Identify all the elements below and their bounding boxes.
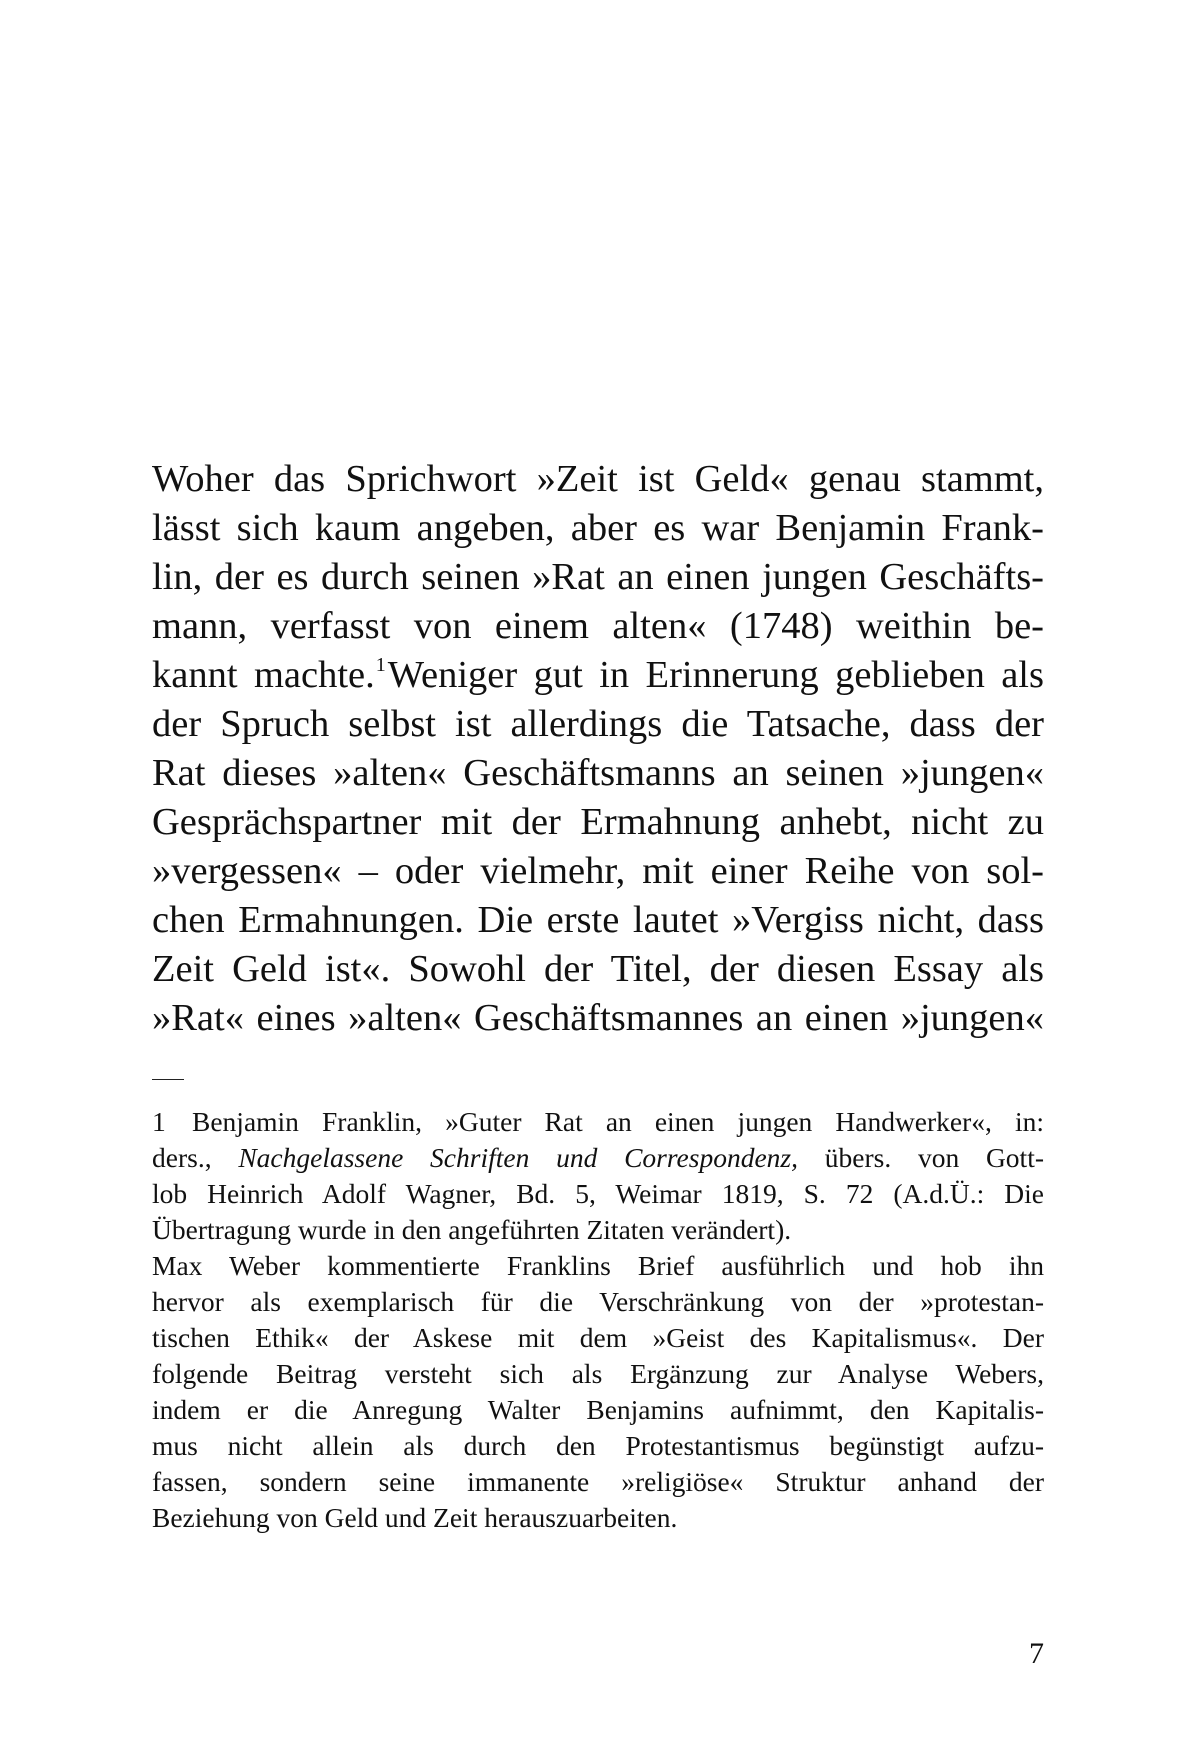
footnote-line: Übertragung wurde in den angeführten Zitaten verändert). xyxy=(152,1214,792,1245)
footnote-separator xyxy=(152,1079,184,1080)
text-line: »vergessen« – oder vielmehr, mit einer Reihe von sol- xyxy=(152,850,1044,892)
footnote-text: Benjamin Franklin, »Guter Rat an einen jungen Handwerker«, in: xyxy=(192,1106,1044,1137)
text-line: Gesprächspartner mit der Ermahnung anhebt, nicht zu xyxy=(152,801,1044,843)
footnote-line: Beziehung von Geld und Zeit herauszuarbeiten. xyxy=(152,1502,678,1533)
text-line: lässt sich kaum angeben, aber es war Benjamin Frank- xyxy=(152,507,1044,549)
text-line: Zeit Geld ist«. Sowohl der Titel, der diesen Essay als xyxy=(152,948,1044,990)
footnote-text: ders., xyxy=(152,1142,239,1173)
footnote-line: hervor als exemplarisch für die Verschränkung von der »protestan- xyxy=(152,1286,1044,1317)
footnote-line xyxy=(152,1140,1044,1176)
footnote-line: folgende Beitrag versteht sich als Ergänzung zur Analyse Webers, xyxy=(152,1358,1044,1389)
footnote-text: übers. von Gott- xyxy=(798,1142,1044,1173)
footnote-reference[interactable]: 1 xyxy=(375,654,386,676)
text-segment: kannt machte. xyxy=(152,654,375,696)
footnote-line: Max Weber kommentierte Franklins Brief ausführlich und hob ihn xyxy=(152,1250,1044,1281)
text-line: der Spruch selbst ist allerdings die Tatsache, dass der xyxy=(152,703,1044,745)
text-segment: Weniger gut in Erinnerung geblieben als xyxy=(387,654,1044,696)
footnote-number: 1 xyxy=(152,1106,166,1137)
footnote-line: tischen Ethik« der Askese mit dem »Geist des Kapitalismus«. Der xyxy=(152,1322,1044,1353)
footnote-line xyxy=(152,1104,1044,1140)
text-line: Rat dieses »alten« Geschäftsmanns an seinen »jungen« xyxy=(152,752,1044,794)
page-number: 7 xyxy=(1029,1637,1044,1670)
text-line: lin, der es durch seinen »Rat an einen jungen Geschäfts- xyxy=(152,556,1044,598)
footnote xyxy=(152,1104,1044,1536)
text-line: »Rat« eines »alten« Geschäftsmannes an einen »jungen« xyxy=(152,997,1044,1039)
text-line: chen Ermahnungen. Die erste lautet »Vergiss nicht, dass xyxy=(152,899,1044,941)
footnote-line: mus nicht allein als durch den Protestantismus begünstigt aufzu- xyxy=(152,1430,1044,1461)
footnote-line: fassen, sondern seine immanente »religiöse« Struktur anhand der xyxy=(152,1466,1044,1497)
main-paragraph xyxy=(152,455,1044,1043)
text-line: Woher das Sprichwort »Zeit ist Geld« genau stammt, xyxy=(152,458,1044,500)
footnote-line: indem er die Anregung Walter Benjamins aufnimmt, den Kapitalis- xyxy=(152,1394,1044,1425)
text-line xyxy=(152,651,1044,700)
book-title: Nachgelassene Schriften und Correspondenz, xyxy=(238,1142,798,1173)
text-line: mann, verfasst von einem alten« (1748) weithin be- xyxy=(152,605,1044,647)
footnote-line: lob Heinrich Adolf Wagner, Bd. 5, Weimar 1819, S. 72 (A.d.Ü.: Die xyxy=(152,1178,1044,1209)
